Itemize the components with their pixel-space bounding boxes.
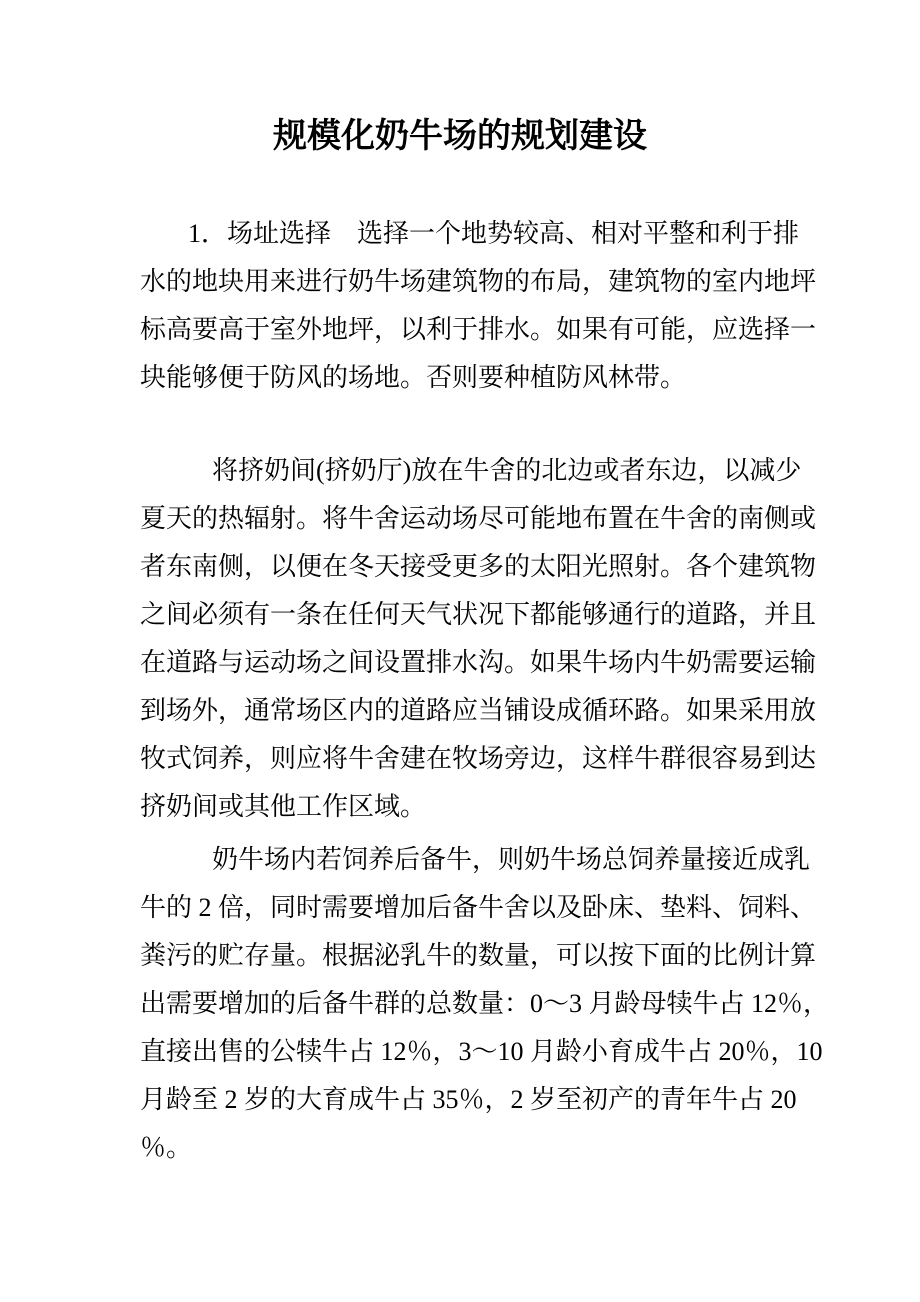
text-line: 月龄至 2 岁的大育成牛占 35％，2 岁至初产的青年牛占 20 xyxy=(140,1085,797,1114)
text-line: 到场外，通常场区内的道路应当铺设成循环路。如果采用放 xyxy=(140,696,817,725)
text-line: 之间必须有一条在任何天气状况下都能够通行的道路，并且 xyxy=(140,600,817,629)
text-line: 块能够便于防风的场地。否则要种植防风林带。 xyxy=(140,363,687,392)
paragraph-building-layout xyxy=(140,447,817,831)
text-line: ％。 xyxy=(140,1133,193,1162)
text-line: 直接出售的公犊牛占 12％，3～10 月龄小育成牛占 20％，10 xyxy=(140,1037,823,1066)
text-line: 者东南侧，以便在冬天接受更多的太阳光照射。各个建筑物 xyxy=(140,552,817,581)
text-line: 出需要增加的后备牛群的总数量：0～3 月龄母犊牛占 12％， xyxy=(140,989,830,1018)
paragraph-heifer-ratio xyxy=(140,836,830,1172)
text-line: 将挤奶间(挤奶厅)放在牛舍的北边或者东边，以减少 xyxy=(212,456,802,485)
text-line: 挤奶间或其他工作区域。 xyxy=(140,792,427,821)
paragraph-site-selection xyxy=(140,210,817,402)
text-line: 奶牛场内若饲养后备牛，则奶牛场总饲养量接近成乳 xyxy=(212,845,811,874)
text-line: 牛的 2 倍，同时需要增加后备牛舍以及卧床、垫料、饲料、 xyxy=(140,893,817,922)
text-line: 标高要高于室外地坪，以利于排水。如果有可能，应选择一 xyxy=(140,315,817,344)
document-title: 规模化奶牛场的规划建设 xyxy=(273,118,647,155)
text-line: 水的地块用来进行奶牛场建筑物的布局，建筑物的室内地坪 xyxy=(140,267,817,296)
text-line: 在道路与运动场之间设置排水沟。如果牛场内牛奶需要运输 xyxy=(140,648,817,677)
text-line: 粪污的贮存量。根据泌乳牛的数量，可以按下面的比例计算 xyxy=(140,941,817,970)
text-line: 1．场址选择 选择一个地势较高、相对平整和利于排 xyxy=(188,219,800,248)
text-line: 夏天的热辐射。将牛舍运动场尽可能地布置在牛舍的南侧或 xyxy=(140,504,817,533)
text-line: 牧式饲养，则应将牛舍建在牧场旁边，这样牛群很容易到达 xyxy=(140,744,817,773)
